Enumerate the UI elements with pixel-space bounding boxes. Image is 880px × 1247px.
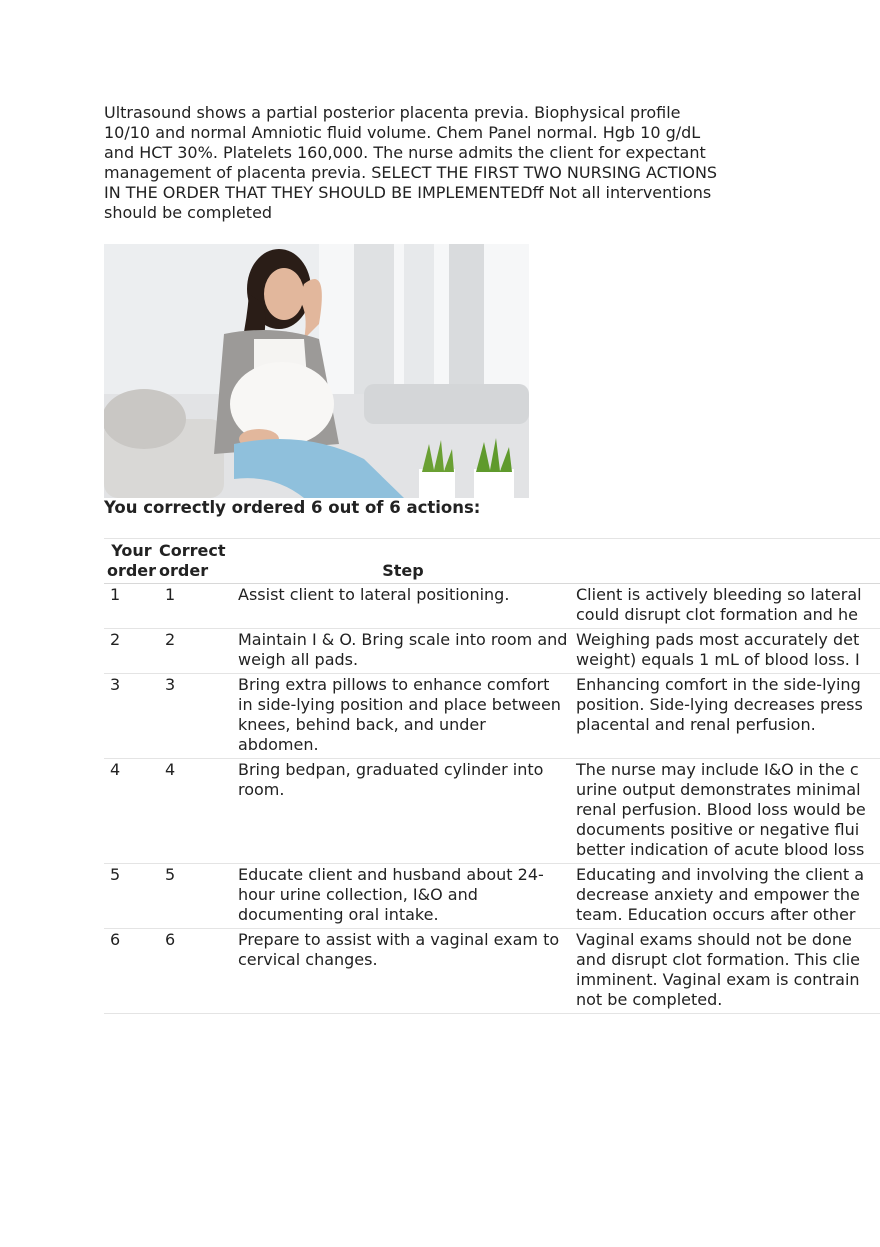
step-cell: Bring bedpan, graduated cylinder into room. xyxy=(234,759,572,864)
rationale-cell: Educating and involving the client a decrease anxiety and empower the team. Education occurs after other xyxy=(572,864,880,929)
rationale-cell: Enhancing comfort in the side-lying position. Side-lying decreases press placental and renal perfusion. xyxy=(572,674,880,759)
header-your-order: Your order xyxy=(104,539,159,584)
step-cell: Prepare to assist with a vaginal exam to cervical changes. xyxy=(234,929,572,1014)
header-rationale xyxy=(572,539,880,584)
rationale-cell: The nurse may include I&O in the c urine output demonstrates minimal renal perfusion. Blood loss would be documents positive or negative flui better indication of acute blood loss xyxy=(572,759,880,864)
your-order-cell: 5 xyxy=(104,864,159,929)
rationale-cell: Weighing pads most accurately det weight) equals 1 mL of blood loss. I xyxy=(572,629,880,674)
correct-order-cell: 1 xyxy=(159,584,234,629)
rationale-cell: Client is actively bleeding so lateral could disrupt clot formation and he xyxy=(572,584,880,629)
table-row xyxy=(104,929,880,1014)
table-row xyxy=(104,864,880,929)
your-order-cell: 4 xyxy=(104,759,159,864)
correct-order-cell: 6 xyxy=(159,929,234,1014)
photo-illustration xyxy=(104,244,529,498)
your-order-cell: 2 xyxy=(104,629,159,674)
step-cell: Maintain I & O. Bring scale into room and weigh all pads. xyxy=(234,629,572,674)
step-cell: Assist client to lateral positioning. xyxy=(234,584,572,629)
table-row xyxy=(104,629,880,674)
your-order-cell: 6 xyxy=(104,929,159,1014)
table-row xyxy=(104,584,880,629)
header-step: Step xyxy=(234,539,572,584)
header-correct-order: Correct order xyxy=(159,539,234,584)
pregnant-woman-photo xyxy=(104,244,529,498)
step-cell: Bring extra pillows to enhance comfort in side-lying position and place between knees, behind back, and under abdomen. xyxy=(234,674,572,759)
correct-order-cell: 2 xyxy=(159,629,234,674)
result-heading: You correctly ordered 6 out of 6 actions: xyxy=(104,498,481,517)
actions-table-container xyxy=(104,538,880,1014)
step-cell: Educate client and husband about 24-hour urine collection, I&O and documenting oral intake. xyxy=(234,864,572,929)
correct-order-cell: 3 xyxy=(159,674,234,759)
table-row xyxy=(104,674,880,759)
table-row xyxy=(104,759,880,864)
your-order-cell: 1 xyxy=(104,584,159,629)
correct-order-cell: 4 xyxy=(159,759,234,864)
table-header-row xyxy=(104,539,880,584)
correct-order-cell: 5 xyxy=(159,864,234,929)
rationale-cell: Vaginal exams should not be done and disrupt clot formation. This clie imminent. Vaginal exam is contrain not be completed. xyxy=(572,929,880,1014)
question-text: Ultrasound shows a partial posterior placenta previa. Biophysical profile 10/10 and normal Amniotic fluid volume. Chem Panel normal. Hgb 10 g/dL and HCT 30%. Platelets 160,000. The nurse admits the client for expectant management of placenta previa. SELECT THE FIRST TWO NURSING ACTIONS IN THE ORDER THAT THEY SHOULD BE IMPLEMENTEDff Not all interventions should be completed xyxy=(104,103,718,222)
your-order-cell: 3 xyxy=(104,674,159,759)
actions-table xyxy=(104,538,880,1014)
